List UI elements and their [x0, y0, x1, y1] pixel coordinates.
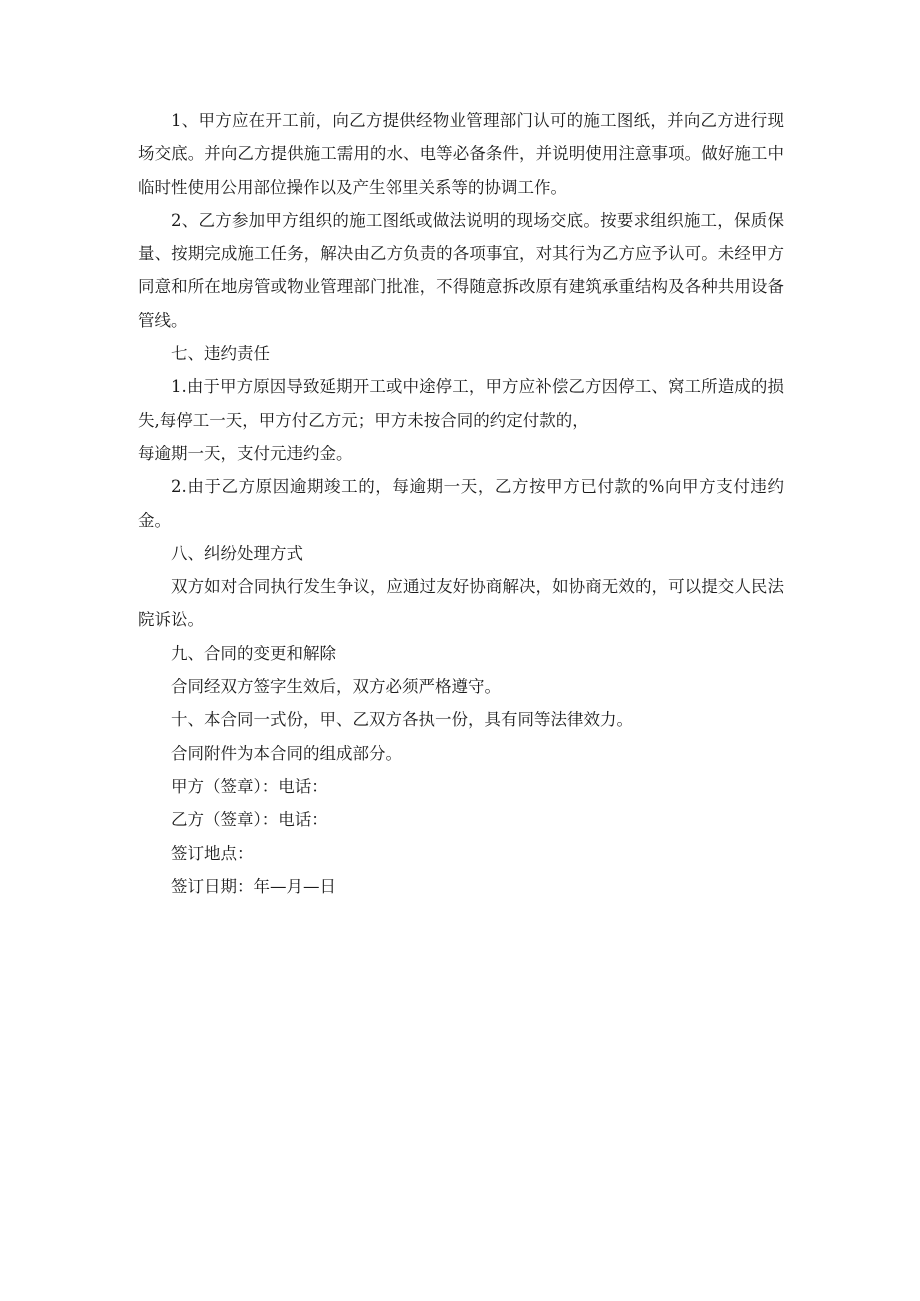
signing-location: 签订地点：	[171, 843, 254, 863]
signature-party-a: 甲方（签章）：电话：	[171, 776, 328, 796]
clause-party-b-delay-penalty: 2.由于乙方原因逾期竣工的，每逾期一天，乙方按甲方已付款的%向甲方支付违约金。	[138, 477, 784, 530]
signature-party-b: 乙方（签章）：电话：	[171, 810, 328, 830]
section-heading-breach-liability: 七、违约责任	[171, 344, 270, 364]
clause-attachments: 合同附件为本合同的组成部分。	[171, 743, 402, 763]
clause-party-b-obligations: 2、乙方参加甲方组织的施工图纸或做法说明的现场交底。按要求组织施工，保质保量、按期完成施工任务，解决由乙方负责的各项事宜，对其行为乙方应予认可。未经甲方同意和所在地房管或物业管理部门批准，不得随意拆改原有建筑承重结构及各种共用设备管线。	[138, 210, 784, 330]
section-heading-contract-change: 九、合同的变更和解除	[171, 643, 336, 663]
signing-date: 签订日期：年—月—日	[171, 876, 336, 896]
clause-contract-effect: 合同经双方签字生效后，双方必须严格遵守。	[171, 677, 501, 697]
document-body	[138, 104, 784, 903]
section-heading-copies: 十、本合同一式份，甲、乙双方各执一份，具有同等法律效力。	[171, 710, 633, 730]
clause-dispute-resolution: 双方如对合同执行发生争议，应通过友好协商解决，如协商无效的，可以提交人民法院诉讼。	[138, 577, 784, 630]
clause-party-a-delay-compensation: 1.由于甲方原因导致延期开工或中途停工，甲方应补偿乙方因停工、窝工所造成的损失,每停工一天，甲方付乙方元；甲方未按合同的约定付款的，	[138, 377, 784, 430]
section-heading-dispute-resolution: 八、纠纷处理方式	[171, 543, 303, 563]
clause-party-a-obligations: 1、甲方应在开工前，向乙方提供经物业管理部门认可的施工图纸，并向乙方进行现场交底。并向乙方提供施工需用的水、电等必备条件，并说明使用注意事项。做好施工中临时性使用公用部位操作以及产生邻里关系等的协调工作。	[138, 111, 784, 197]
clause-late-payment-penalty: 每逾期一天，支付元违约金。	[138, 443, 353, 463]
